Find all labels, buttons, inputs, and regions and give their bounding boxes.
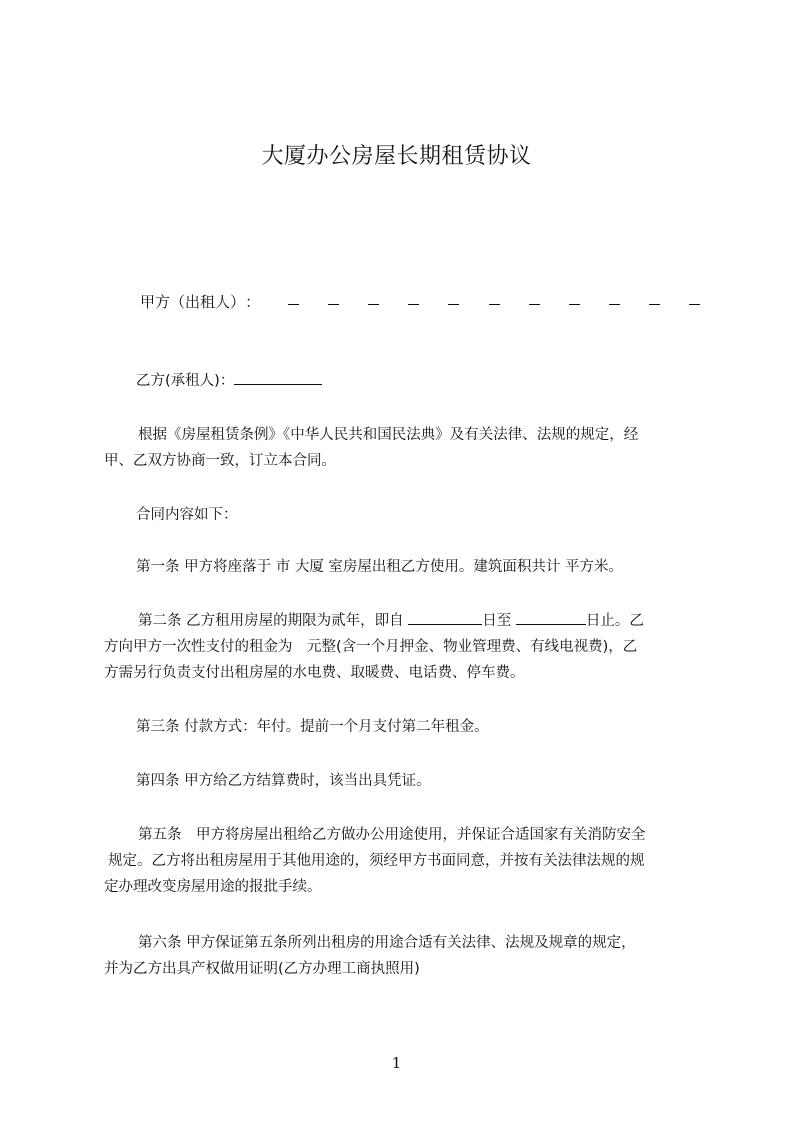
party-a-char: ） <box>230 293 246 311</box>
article-2-line: 方需另行负责支付出租房屋的水电费、取暖费、电话费、停车费。 <box>104 665 525 681</box>
party-b-line <box>136 368 731 394</box>
party-b-label: 乙方(承租人)： <box>136 373 235 389</box>
article-6 <box>104 930 699 982</box>
article-5-line: 第五条 甲方将房屋出租给乙方做办公用途使用，并保证合适国家有关消防安全 <box>138 827 646 843</box>
end-date-blank <box>516 608 586 625</box>
party-a-char: 人 <box>215 293 231 311</box>
article-6-line: 第六条 甲方保证第五条所列出租房的用途合适有关法律、法规及规章的规定， <box>138 935 636 951</box>
party-a-blank <box>288 290 700 314</box>
party-a-char: 甲 <box>140 293 156 311</box>
article-4: 第四条 甲方给乙方结算费时，该当出具凭证。 <box>136 773 431 789</box>
party-a-char: （ <box>170 293 186 311</box>
document-title: 大厦办公房屋长期租赁协议 <box>261 144 532 169</box>
party-a-char: 方 <box>155 293 171 311</box>
article-2-line: 方向甲方一次性支付的租金为 元整(含一个月押金、物业管理费、有线电视费)，乙 <box>104 639 638 655</box>
article-2-line: 第二条 乙方租用房屋的期限为贰年，即自 日至 日止。乙 <box>104 608 699 634</box>
party-a-char: 出 <box>185 293 201 311</box>
article-2 <box>104 608 699 686</box>
article-3: 第三条 付款方式：年付。提前一个月支付第二年租金。 <box>136 719 489 735</box>
article-1: 第一条 甲方将座落于 市 大厦 室房屋出租乙方使用。建筑面积共计 平方米。 <box>136 559 624 575</box>
party-b-blank <box>234 368 322 385</box>
party-a-line <box>140 290 700 314</box>
party-a-char: 租 <box>200 293 216 311</box>
party-a-char: ： <box>245 293 261 311</box>
contents-heading: 合同内容如下： <box>136 507 238 523</box>
article-5 <box>104 822 699 900</box>
preamble-line: 根据《房屋租赁条例》《中华人民共和国民法典》及有关法律、法规的规定，经 <box>138 427 639 443</box>
preamble-line: 甲、乙双方协商一致，订立本合同。 <box>104 453 336 469</box>
article-5-line: 定办理改变房屋用途的报批手续。 <box>104 879 322 895</box>
start-date-blank <box>408 608 482 625</box>
preamble-paragraph <box>104 422 699 474</box>
page-number: 1 <box>391 1054 402 1072</box>
article-5-line: 规定。乙方将出租房屋用于其他用途的，须经甲方书面同意，并按有关法律法规的规 <box>108 853 645 869</box>
article-6-line: 并为乙方出具产权做用证明(乙方办理工商执照用) <box>104 961 420 977</box>
